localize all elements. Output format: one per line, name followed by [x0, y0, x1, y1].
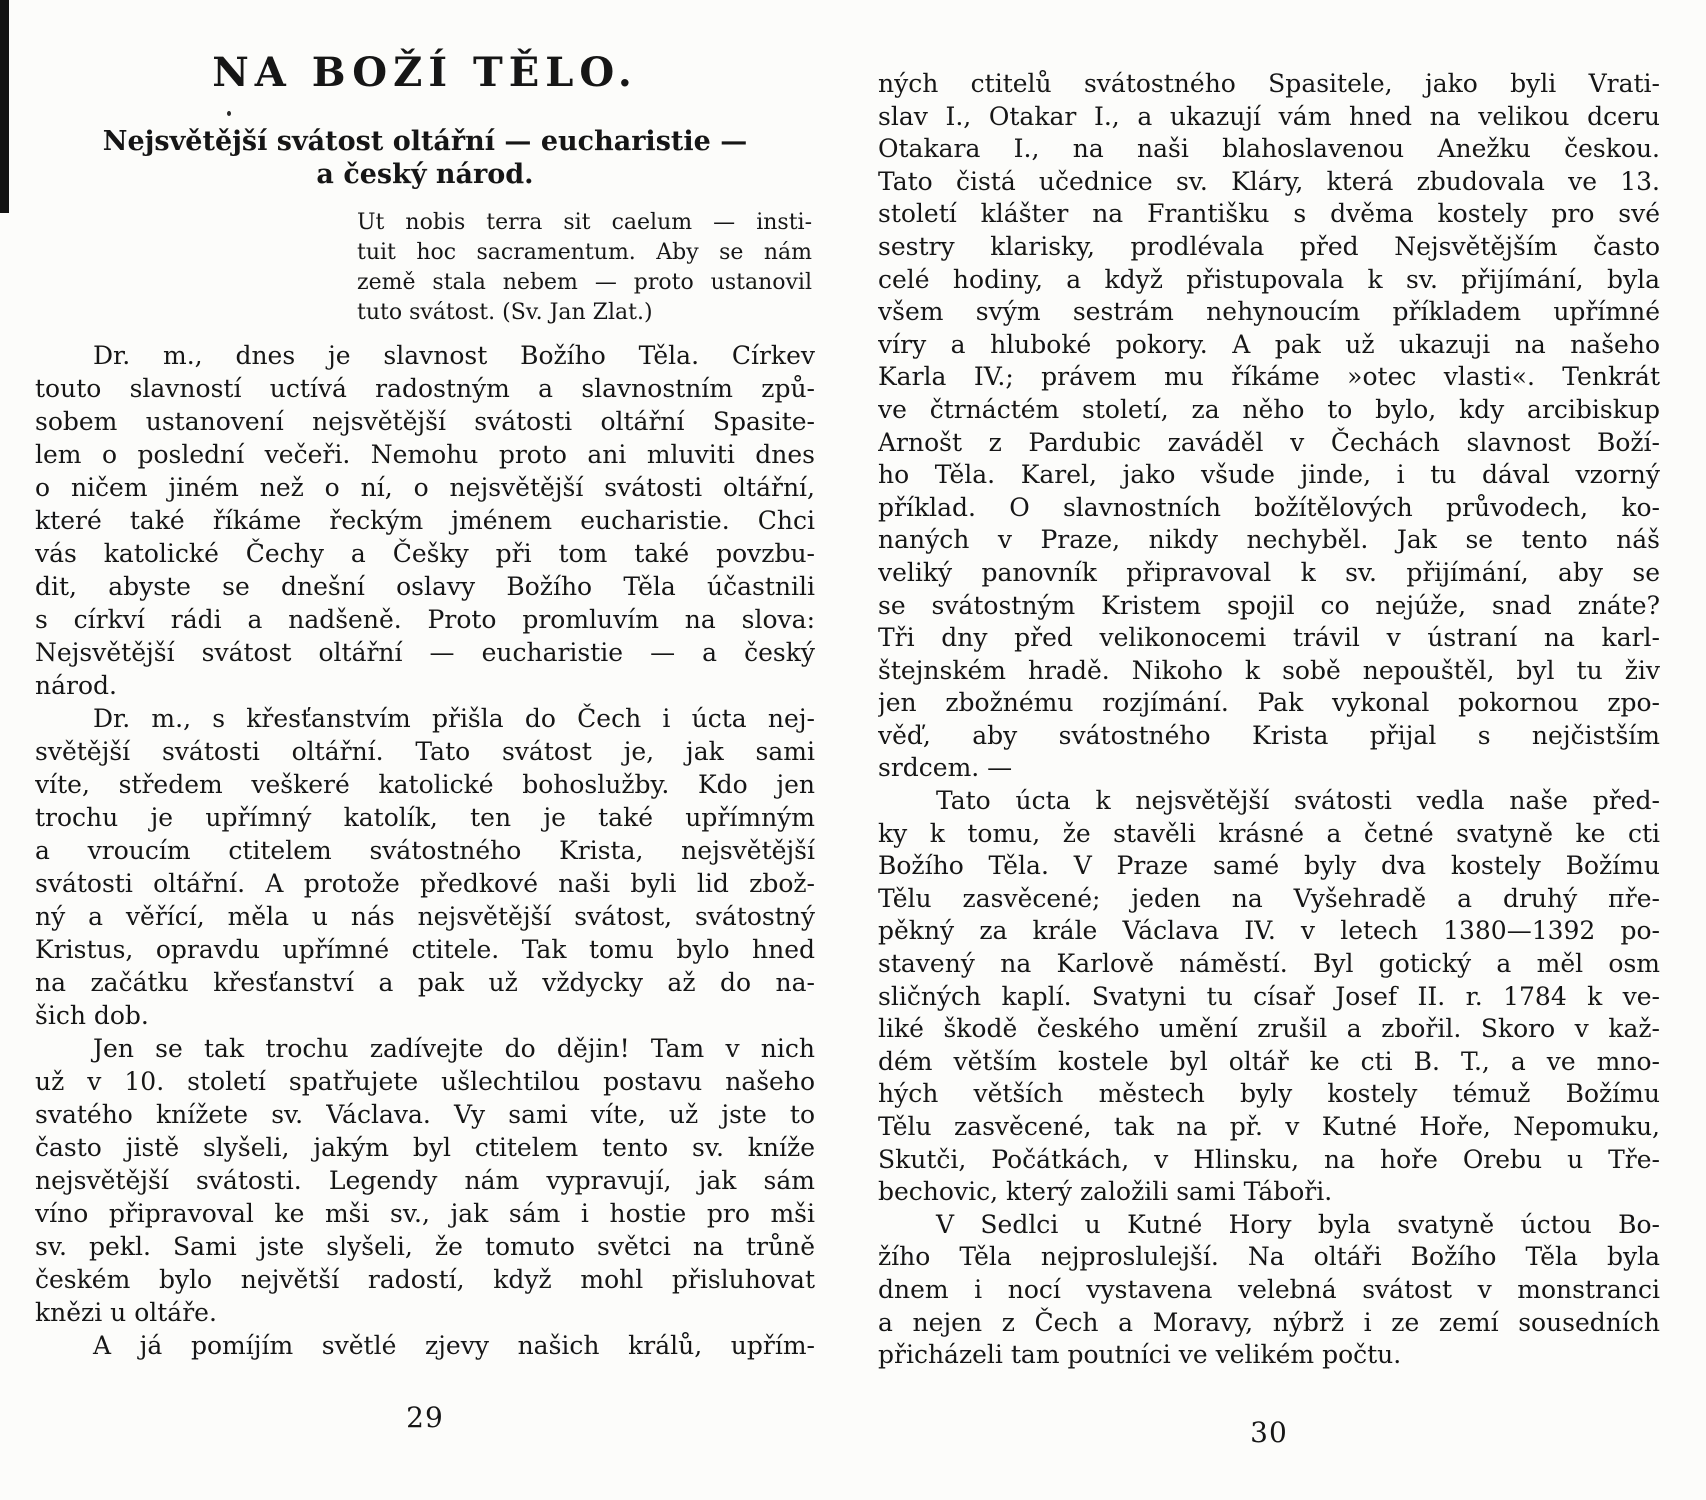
text-line: A já pomíjím světlé zjevy našich králů, upřím-: [93, 1331, 815, 1360]
chapter-subtitle-line: a český národ.: [316, 159, 534, 190]
text-line: národ.: [35, 671, 117, 700]
text-line: nejsvětější svátosti. Legendy nám vypravují, jak sám: [35, 1166, 815, 1195]
text-line: víry a hluboké pokory. A pak už ukazuji na našeho: [878, 329, 1660, 359]
text-line: svátosti oltářní. A protože předkové naši byli lid zbož-: [35, 869, 815, 898]
text-line: hých větších městech byly kostely témuž Božímu: [878, 1079, 1660, 1109]
text-line: slav I., Otakar I., a ukazují vám hned na velikou dceru: [878, 101, 1660, 131]
text-line: Tato úcta k nejsvětější svátosti vedla naše před-: [936, 786, 1660, 816]
page-right: [878, 0, 1660, 1449]
paragraph: [878, 68, 1660, 785]
paragraph: [878, 1209, 1660, 1372]
page-left: [35, 0, 815, 1434]
text-line: víte, středem veškeré katolické bohoslužby. Kdo jen: [35, 770, 815, 799]
text-line: Dr. m., dnes je slavnost Božího Těla. Církev: [93, 341, 815, 370]
page-number-right: 30: [1250, 1416, 1288, 1449]
text-line: ho Těla. Karel, jako všude jinde, i tu dával vzorný: [878, 460, 1660, 490]
text-line: veliký panovník připravoval k sv. přijímání, aby se: [878, 557, 1660, 587]
text-line: ve čtrnáctém století, za něho to bylo, kdy arcibiskup: [878, 394, 1660, 424]
text-line: příklad. O slavnostních božítělových průvodech, ko-: [878, 492, 1660, 522]
right-page-top-margin: [878, 0, 1660, 68]
text-line: V Sedlci u Kutné Hory byla svatyně úctou Bo-: [936, 1209, 1660, 1239]
text-line: šich dob.: [35, 1001, 149, 1030]
text-line: knězi u oltáře.: [35, 1298, 217, 1327]
text-line: srdcem. —: [878, 753, 1013, 783]
text-line: často jistě slyšeli, jakým byl ctitelem tento sv. kníže: [35, 1133, 815, 1162]
chapter-title: NA BOŽÍ TĚLO.: [212, 49, 638, 96]
paragraph: [35, 1032, 815, 1329]
text-line: dnem i nocí vystavena velebná svátost v monstranci: [878, 1274, 1660, 1304]
text-line: Arnošt z Pardubic zaváděl v Čechách slavnost Boží-: [878, 427, 1660, 457]
text-line: liké škodě českého umění zrušil a zbořil. Skoro v kaž-: [878, 1014, 1660, 1044]
text-line: Nejsvětější svátost oltářní — eucharistie — a český: [35, 638, 815, 667]
text-line: pěkný za krále Václava IV. v letech 1380—1392 po-: [878, 916, 1660, 946]
text-line: Dr. m., s křesťanstvím přišla do Čech i úcta nej-: [93, 704, 815, 733]
text-line: žího Těla nejproslulejší. Na oltáři Božího Těla byla: [878, 1242, 1660, 1272]
paragraph: [878, 785, 1660, 1209]
text-line: země stala nebem — proto ustanovil: [357, 270, 812, 295]
text-line: století klášter na Františku s dvěma kostely pro své: [878, 199, 1660, 229]
text-line: naných v Praze, nikdy nechyběl. Jak se tento náš: [878, 525, 1660, 555]
text-line: touto slavností uctívá radostným a slavnostním způ-: [35, 374, 815, 403]
text-line: a nejen z Čech a Moravy, nýbrž i ze zemí sousedních: [878, 1307, 1660, 1337]
text-line: Tři dny před velikonocemi trávil v ústraní na karl-: [878, 623, 1660, 653]
text-line: lem o poslední večeři. Nemohu proto ani mluviti dnes: [35, 440, 815, 469]
text-line: Jen se tak trochu zadívejte do dějin! Tam v nich: [93, 1034, 815, 1063]
text-line: ných ctitelů svátostného Spasitele, jako byli Vrati-: [878, 69, 1660, 98]
text-line: Kristus, opravdu upřímné ctitele. Tak tomu bylo hned: [35, 935, 815, 964]
text-line: Tato čistá učednice sv. Kláry, která zbudovala ve 13.: [878, 166, 1660, 196]
text-line: Ut nobis terra sit caelum — insti-: [357, 210, 812, 235]
text-line: trochu je upřímný katolík, ten je také upřímným: [35, 803, 815, 832]
text-line: českém bylo největší radostí, když mohl přisluhovat: [35, 1265, 815, 1294]
text-line: dit, abyste se dnešní oslavy Božího Těla účastnili: [35, 572, 815, 601]
chapter-subtitle: [35, 125, 815, 191]
text-line: dém větším kostele byl oltář ke cti B. T., a ve mno-: [878, 1046, 1660, 1076]
text-line: celé hodiny, a když přistupovala k sv. přijímání, byla: [878, 264, 1660, 294]
right-page-text: [878, 68, 1660, 1372]
text-line: už v 10. století spatřujete ušlechtilou postavu našeho: [35, 1067, 815, 1096]
text-line: jen zbožnému rozjímání. Pak vykonal pokornou zpo-: [878, 688, 1660, 718]
text-line: víno připravoval ke mši sv., jak sám i hostie pro mši: [35, 1199, 815, 1228]
text-line: stavený na Karlově náměstí. Byl gotický a měl osm: [878, 949, 1660, 979]
text-line: Tělu zasvěcené, tak na př. v Kutné Hoře, Nepomuku,: [878, 1112, 1660, 1141]
text-line: přicházeli tam poutníci ve velikém počtu.: [878, 1340, 1402, 1370]
text-line: na začátku křesťanství a pak už vždycky až do na-: [35, 968, 815, 997]
chapter-subtitle-line: Nejsvětější svátost oltářní — eucharistie —: [102, 126, 748, 157]
text-line: štejnském hradě. Nikoho k sobě nepouštěl, byl tu živ: [878, 655, 1660, 685]
text-line: se svátostným Kristem spojil co nejúže, snad znáte?: [878, 590, 1660, 620]
text-line: s církví rádi a nadšeně. Proto promluvím na slova:: [35, 605, 815, 634]
text-line: bechovic, který založili sami Táboři.: [878, 1177, 1333, 1207]
text-line: Tělu zasvěcené; jeden na Vyšehradě a druhý пře-: [878, 883, 1660, 913]
text-line: tuit hoc sacramentum. Aby se nám: [357, 240, 812, 265]
text-line: sv. pekl. Sami jste slyšeli, že tomuto světci na trůně: [35, 1232, 815, 1261]
text-line: a vroucím ctitelem svátostného Krista, nejsvětější: [35, 836, 815, 865]
left-page-text: [35, 339, 815, 1362]
text-line: Otakara I., na naši blahoslavenou Anežku českou.: [878, 134, 1660, 164]
text-line: sestry klarisky, prodlévala před Nejsvětějším často: [878, 231, 1660, 261]
text-line: všem svým sestrám nehynoucím příkladem upřímné: [878, 297, 1660, 327]
epigraph-quote: [357, 208, 812, 328]
scan-edge-artifact: [0, 0, 9, 213]
text-line: sobem ustanovení nejsvětější svátosti oltářní Spasite-: [35, 407, 815, 436]
text-line: světější svátosti oltářní. Tato svátost je, jak sami: [35, 737, 815, 766]
text-line: ný a věřící, měla u nás nejsvětější svátost, svátostný: [35, 902, 815, 931]
text-line: věď, aby svátostného Krista přijal s nejčistším: [878, 720, 1660, 750]
text-line: Božího Těla. V Praze samé byly dva kostely Božímu: [878, 851, 1660, 881]
page-number-left: 29: [406, 1401, 444, 1434]
paragraph: [35, 339, 815, 702]
paragraph: [35, 1329, 815, 1362]
text-line: sličných kaplí. Svatyni tu císař Josef II. r. 1784 k ve-: [878, 981, 1660, 1011]
text-line: ky k tomu, že stavěli krásné a četné svatyně ke cti: [878, 818, 1660, 848]
text-line: které také říkáme řeckým jménem eucharistie. Chci: [35, 506, 815, 535]
text-line: Skutči, Počátkách, v Hlinsku, na hoře Orebu u Tře-: [878, 1144, 1660, 1174]
text-line: tuto svátost. (Sv. Jan Zlat.): [357, 300, 653, 325]
text-line: Karla IV.; právem mu říkáme »otec vlasti«. Tenkrát: [878, 362, 1660, 392]
paragraph: [35, 702, 815, 1032]
text-line: svatého knížete sv. Václava. Vy sami víte, už jste to: [35, 1100, 815, 1129]
text-line: o ničem jiném než o ní, o nejsvětější svátosti oltářní,: [35, 473, 815, 502]
text-line: vás katolické Čechy a Češky při tom také povzbu-: [35, 539, 815, 568]
